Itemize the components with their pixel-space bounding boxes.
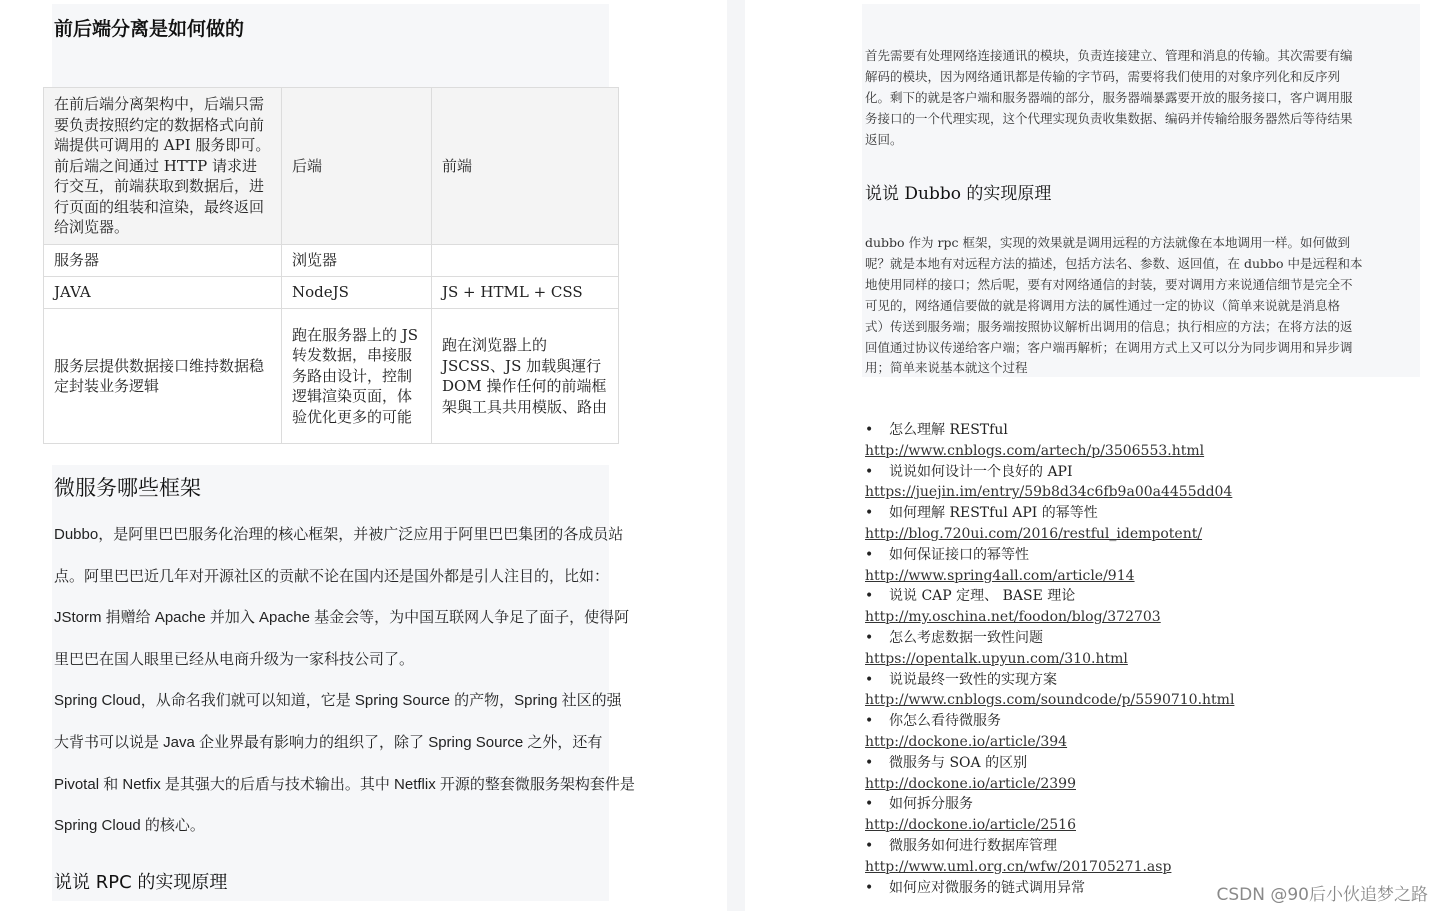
text-line: 回值通过协议传递给客户端；客户端再解析；在调用方式上又可以分为同步调用和异步调 xyxy=(865,339,1353,355)
bullet-icon: • xyxy=(865,588,874,605)
bullet-icon: • xyxy=(865,879,874,896)
list-item xyxy=(865,711,1425,732)
table-row xyxy=(44,309,619,444)
bullet-icon: • xyxy=(865,546,874,563)
reference-link[interactable]: http://www.uml.org.cn/wfw/201705271.asp xyxy=(865,858,1172,875)
list-item xyxy=(865,836,1425,857)
table-cell: 前端 xyxy=(432,88,619,245)
table-row xyxy=(44,88,619,245)
text-line: 解码的模块，因为网络通讯都是传输的字节码，需要将我们使用的对象序列化和反序列 xyxy=(865,68,1341,84)
reference-link[interactable]: http://blog.720ui.com/2016/restful_idempotent/ xyxy=(865,525,1203,542)
list-item xyxy=(865,628,1425,649)
text-line: Pivotal 和 Netfix 是其强大的后盾与技术输出。其中 Netflix 开源的整套微服务架构套件是 xyxy=(54,775,635,793)
text-line: JStorm 捐赠给 Apache 并加入 Apache 基金会等，为中国互联网人争足了面子，使得阿 xyxy=(54,609,630,627)
reference-link[interactable]: http://dockone.io/article/2516 xyxy=(865,817,1076,834)
text-line: 点。阿里巴巴近几年对开源社区的贡献不论在国内还是国外都是引人注目的，比如： xyxy=(54,567,610,585)
table-cell: 跑在浏览器上的 JSCSS、JS 加载與運行 DOM 操作任何的前端框架與工具共用模版、路由 xyxy=(432,309,619,444)
reference-link[interactable]: http://dockone.io/article/2399 xyxy=(865,775,1076,792)
list-item xyxy=(865,420,1425,441)
bullet-icon: • xyxy=(865,796,874,813)
link-title: 微服务如何进行数据库管理 xyxy=(889,837,1057,854)
bullet-icon: • xyxy=(865,463,874,480)
list-item xyxy=(865,545,1425,566)
reference-link[interactable]: http://dockone.io/article/394 xyxy=(865,733,1068,750)
text-line: 大背书可以说是 Java 企业界最有影响力的组织了，除了 Spring Source 之外，还有 xyxy=(54,733,603,751)
text-line: Spring Cloud，从命名我们就可以知道，它是 Spring Source 的产物，Spring 社区的强 xyxy=(54,692,622,710)
bullet-icon: • xyxy=(865,422,874,438)
text-line: 化。剩下的就是客户端和服务器端的部分，服务器端暴露要开放的服务接口，客户调用服 xyxy=(865,89,1353,105)
table-cell xyxy=(432,245,619,277)
link-title: 怎么理解 RESTful xyxy=(889,422,1008,438)
text-line: 首先需要有处理网络连接通讯的模块，负责连接建立、管理和消息的传输。其次需要有编 xyxy=(865,48,1353,63)
list-item xyxy=(865,462,1425,483)
text-line: 返回。 xyxy=(865,131,903,147)
text-line: 用；简单来说基本就这个过程 xyxy=(865,360,1028,376)
reference-link[interactable]: http://www.cnblogs.com/soundcode/p/5590710.html xyxy=(865,692,1235,709)
bullet-icon: • xyxy=(865,754,874,771)
link-title: 怎么考虑数据一致性问题 xyxy=(889,629,1043,646)
reference-link-list xyxy=(865,420,1425,898)
link-title: 说说 CAP 定理、 BASE 理论 xyxy=(889,588,1076,605)
list-item xyxy=(865,586,1425,607)
table-cell: 浏览器 xyxy=(282,245,432,277)
text-line: Spring Cloud 的核心。 xyxy=(54,817,205,835)
text-line: 里巴巴在国人眼里已经从电商升级为一家科技公司了。 xyxy=(54,650,415,668)
table-cell: NodeJS xyxy=(282,277,432,309)
link-title: 微服务与 SOA 的区别 xyxy=(889,754,1028,771)
csdn-watermark: CSDN @90后小伙追梦之路 xyxy=(1216,885,1428,905)
link-title: 如何拆分服务 xyxy=(889,796,973,813)
heading-dubbo: 说说 Dubbo 的实现原理 xyxy=(865,184,1052,204)
bullet-icon: • xyxy=(865,837,874,854)
text-line: dubbo 作为 rpc 框架，实现的效果就是调用远程的方法就像在本地调用一样。如何做到 xyxy=(865,235,1350,250)
text-line: 可见的，网络通信要做的就是将调用方法的属性通过一定的协议（简单来说就是消息格 xyxy=(865,297,1341,313)
link-title: 说说如何设计一个良好的 API xyxy=(889,463,1073,480)
list-item xyxy=(865,670,1425,691)
heading-front-back: 前后端分离是如何做的 xyxy=(54,18,245,40)
bullet-icon: • xyxy=(865,671,874,688)
table-cell: 在前后端分离架构中，后端只需要负责按照约定的数据格式向前端提供可调用的 API 服务即可。前后端之间通过 HTTP 请求进行交互，前端获取到数据后，进行页面的组装和渲染，最终返回给浏览器。 xyxy=(44,88,282,245)
micro-frameworks-paragraph xyxy=(54,514,635,847)
link-title: 你怎么看待微服务 xyxy=(889,713,1001,730)
heading-rpc: 说说 RPC 的实现原理 xyxy=(54,872,228,893)
table-cell: 服务层提供数据接口维持数据稳定封装业务逻辑 xyxy=(44,309,282,444)
text-line: 务接口的一个代理实现，这个代理实现负责收集数据、编码并传输给服务器然后等待结果 xyxy=(865,110,1353,126)
text-line: Dubbo，是阿里巴巴服务化治理的核心框架，并被广泛应用于阿里巴巴集团的各成员站 xyxy=(54,526,624,543)
dubbo-paragraph xyxy=(865,233,1413,379)
link-title: 如何理解 RESTful API 的幂等性 xyxy=(889,505,1098,522)
list-item xyxy=(865,794,1425,815)
table-cell: 后端 xyxy=(282,88,432,245)
list-item xyxy=(865,753,1425,774)
table-row xyxy=(44,245,619,277)
reference-link[interactable]: https://juejin.im/entry/59b8d34c6fb9a00a4455dd04 xyxy=(865,484,1233,501)
table-cell: 服务器 xyxy=(44,245,282,277)
link-title: 如何应对微服务的链式调用异常 xyxy=(889,879,1085,896)
bullet-icon: • xyxy=(865,713,874,730)
reference-link[interactable]: https://opentalk.upyun.com/310.html xyxy=(865,650,1128,667)
table-cell: JAVA xyxy=(44,277,282,309)
table-cell: JS + HTML + CSS xyxy=(432,277,619,309)
reference-link[interactable]: http://www.cnblogs.com/artech/p/3506553.html xyxy=(865,442,1205,459)
table-cell: 跑在服务器上的 JS 转发数据，串接服务路由设计，控制逻辑渲染页面，体验优化更多的可能 xyxy=(282,309,432,444)
table-row xyxy=(44,277,619,309)
reference-link[interactable]: http://www.spring4all.com/article/914 xyxy=(865,567,1135,584)
reference-link[interactable]: http://my.oschina.net/foodon/blog/372703 xyxy=(865,609,1161,626)
heading-micro-frameworks: 微服务哪些框架 xyxy=(54,476,201,500)
text-line: 式）传送到服务端；服务端按照协议解析出调用的信息；执行相应的方法；在将方法的返 xyxy=(865,318,1353,334)
page-gutter xyxy=(727,0,745,911)
bullet-icon: • xyxy=(865,505,874,522)
text-line: 地使用同样的接口；然后呢，要有对网络通信的封装，要对调用方来说通信细节是完全不 xyxy=(865,276,1353,292)
list-item xyxy=(865,503,1425,524)
text-line: 呢？就是本地有对远程方法的描述，包括方法名、参数、返回值，在 dubbo 中是远程和本 xyxy=(865,255,1363,271)
link-title: 说说最终一致性的实现方案 xyxy=(889,671,1057,688)
front-back-table xyxy=(43,87,619,444)
link-title: 如何保证接口的幂等性 xyxy=(889,546,1029,563)
bullet-icon: • xyxy=(865,629,874,646)
rpc-intro-paragraph xyxy=(865,46,1413,151)
